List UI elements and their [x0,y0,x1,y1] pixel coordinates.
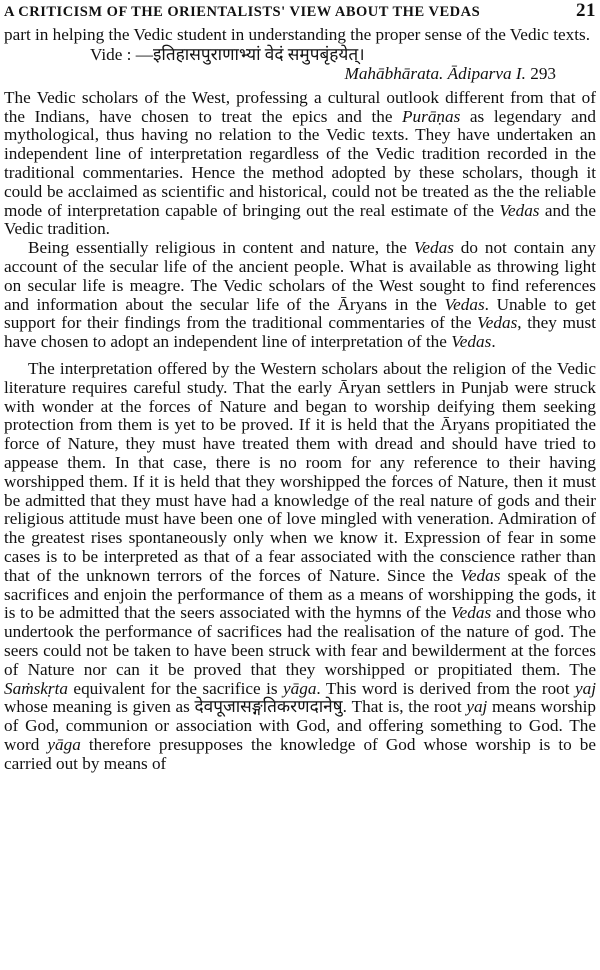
text-run: Being essentially religious in content and nature, the [28,238,414,258]
italic-term: Vedas [477,313,518,333]
text-run: , they must have chosen to adopt an independent line of interpretation of the [4,313,596,352]
italic-term: Saṁskṛta [4,678,68,698]
text-run: do not contain any account of the secular life of the ancient people. What is available as throwing light on secular life is meagre. The Vedic scholars of the West sought to find references and information about the secular life of the Āryans in the [4,238,596,314]
running-header [4,0,596,26]
italic-term: Vedas [413,238,454,258]
text-run: The Vedic scholars of the West, professing a cultural outlook different from that of the Indians, have chosen to treat the epics and the [4,87,596,126]
italic-term: yaj [466,697,488,717]
text-run: whose meaning is given as [4,697,195,717]
text-run: therefore presupposes the knowledge of God whose worship is to be carried out by means of [4,734,597,773]
sanskrit-quote [4,45,596,64]
citation-title: Mahābhārata. Ādiparva I. [344,63,526,83]
text-run: and the Vedic tradition. [4,200,596,239]
italic-term: Vedas [444,294,485,314]
italic-term: Vedas [451,603,492,623]
page-body [4,26,596,773]
paragraph-vedic-religion [4,360,596,774]
italic-term: yāga [47,734,81,754]
paragraph-western-scholars [4,89,596,239]
running-title: A CRITICISM OF THE ORIENTALISTS' VIEW ABOUT THE VEDAS [4,4,481,20]
sanskrit-gloss: देवपूजासङ्गतिकरणदानेषु [194,697,343,717]
text-run: as legendary and mythological, thus having no relation to the Vedic texts. They have undertaken an independent line of interpretation regardless of the Vedic tradition recorded in the traditional commentaries. Hence the method adopted by these scholars, though it could be acclaimed as scientific and historical, could not be treated as the the reliable mode of interpretation capable of bringing out the real estimate of the [4,106,596,220]
continuation-paragraph: part in helping the Vedic student in understanding the proper sense of the Vedic texts. [4,25,590,44]
text-run: . That is, the root [342,697,467,717]
quote-label: Vide : — [90,44,153,64]
text-run: equivalent for the sacrifice is [67,678,283,698]
italic-term: yaj [575,678,596,698]
paragraph-secular-life [4,239,596,352]
italic-term: Purāṇas [402,106,461,126]
italic-term: yāga [283,678,317,698]
quote-sanskrit-text: इतिहासपुराणाभ्यां वेदं समुपबृंहयेत्। [152,44,365,64]
text-run: . This word is derived from the root [316,678,575,698]
text-run: The interpretation offered by the Western scholars about the religion of the Vedic literature requires careful study. That the early Āryan settlers in Punjab were struck with wonder at the forces of Nature and began to worship deifying them seeking protection from them is yet to be proved. If it is held that the Āryans propitiated the force of Nature, they must have treated them with dread and should have tried to appease them. In that case, there is no room for any reference to their having worshipped them. If it is held that they worshipped the forces of Nature, then it must be admitted that they must have had a knowledge of the real nature of gods and their religious attitude must have been one of love mingled with veneration. Admiration of the greatest rises spontaneously only when we know it. Expression of fear in some cases is to be interpreted as that of a fear associated with the conscience rather than that of the unknown terrors of the forces of Nature. Since the [4,358,596,585]
citation-number: 293 [530,63,556,83]
text-run: and those who undertook the performance of sacrifices had the realisation of the nature of god. The seers could not be taken to have been struck with fear and bewilderment at the forces of Nature nor can it be proved that they worshipped or propitiated them. The [4,603,596,679]
quote-citation [4,64,596,83]
text-run: . [491,332,496,352]
italic-term: Vedas [451,332,492,352]
text-run: means worship of God, communion or association with God, and offering something to God. The word [4,697,596,754]
italic-term: Vedas [460,565,501,585]
text-run: . Unable to get support for their findings from the traditional commentaries of the [4,294,596,333]
text-run: speak of the sacrifices and enjoin the performance of them as a means of worshipping the gods, it is to be admitted that the seers associated with the hymns of the [4,565,597,623]
page-number: 21 [576,0,596,21]
italic-term: Vedas [499,200,540,220]
